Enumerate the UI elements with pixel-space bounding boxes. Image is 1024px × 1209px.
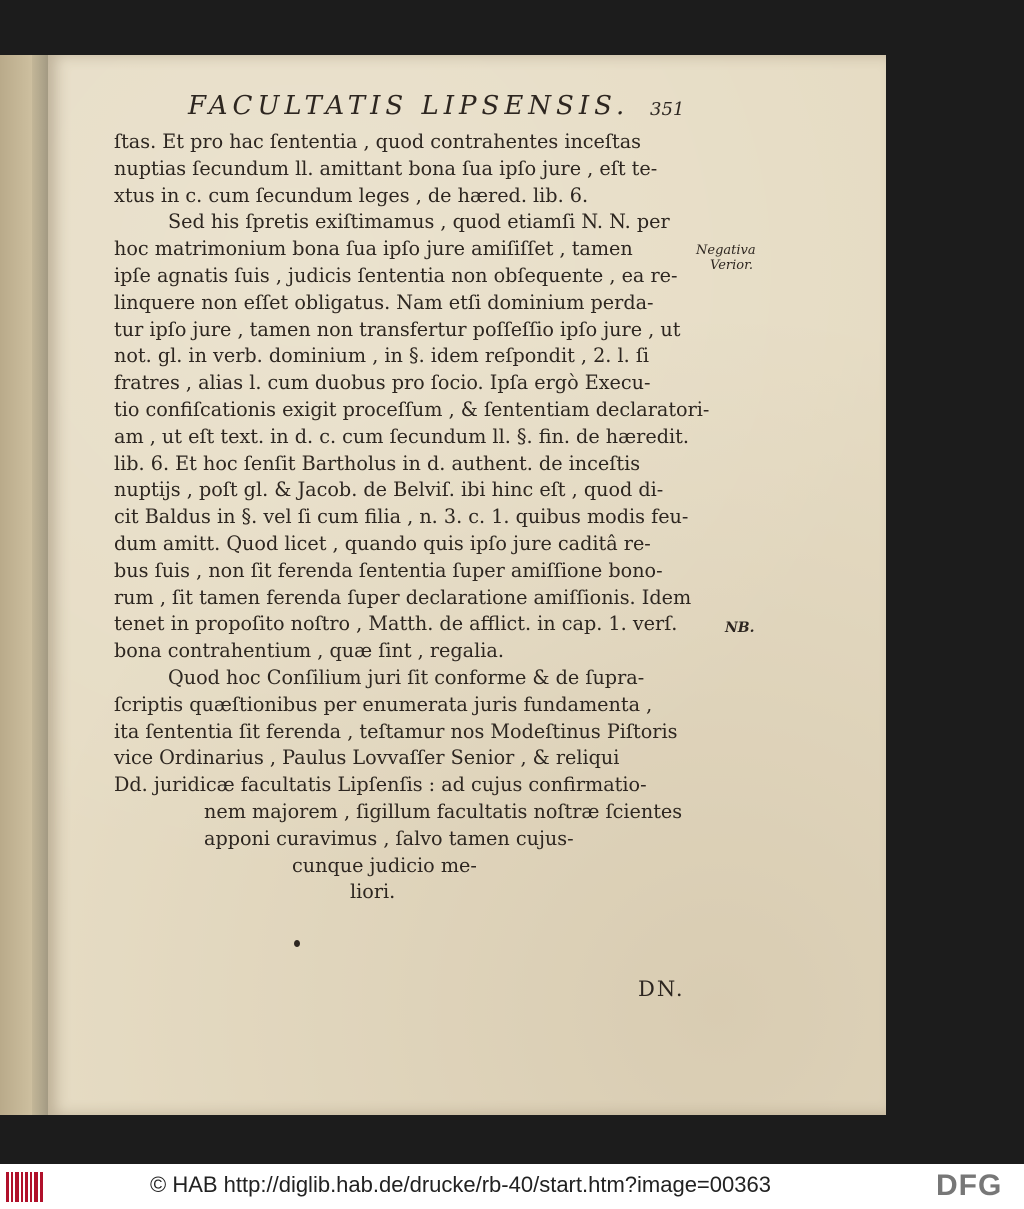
text-line: liori. bbox=[350, 880, 396, 904]
footer-bar bbox=[0, 1164, 1024, 1209]
page-number: 351 bbox=[650, 99, 685, 120]
text-line: Sed his ſpretis exiſtimamus , quod etiamſi N. N. per bbox=[168, 210, 670, 234]
dfg-logo: DFG bbox=[936, 1169, 1003, 1202]
text-line: ſcriptis quæſtionibus per enumerata juris fundamenta , bbox=[114, 692, 653, 716]
text-line: Dd. juridicæ facultatis Lipſenſis : ad cujus confirmatio- bbox=[114, 773, 647, 797]
text-line: nuptias ſecundum ll. amittant bona ſua ipſo jure , eſt te- bbox=[114, 156, 658, 180]
text-line: nuptijs , poſt gl. & Jacob. de Belviſ. ibi hinc eſt , quod di- bbox=[114, 478, 664, 502]
page-gutter-shadow bbox=[32, 55, 48, 1115]
text-line: linquere non eſſet obligatus. Nam etſi dominium perda- bbox=[114, 290, 654, 314]
text-line: tur ipſo jure , tamen non transfertur poſſeſſio ipſo jure , ut bbox=[114, 317, 681, 341]
text-line: xtus in c. cum ſecundum leges , de hæred. lib. 6. bbox=[114, 183, 589, 207]
text-line: nem majorem , ſigillum facultatis noſtræ ſcientes bbox=[204, 799, 683, 823]
text-line: bona contrahentium , quæ ſint , regalia. bbox=[114, 639, 504, 663]
text-line: Quod hoc Conſilium juri ſit conforme & de ſupra- bbox=[168, 665, 645, 689]
text-line: bus ſuis , non ſit ferenda ſententia ſuper amiſſione bono- bbox=[114, 558, 663, 582]
text-line: ipſe agnatis ſuis , judicis ſententia non obſequente , ea re- bbox=[114, 263, 678, 287]
text-line: cit Baldus in §. vel ſi cum filia , n. 3. c. 1. quibus modis feu- bbox=[114, 505, 689, 529]
text-line: tenet in propoſito noſtro , Matth. de afflict. in cap. 1. verſ. bbox=[114, 612, 678, 636]
text-line: ita ſententia ſit ferenda , teſtamur nos Modeſtinus Piſtoris bbox=[114, 719, 678, 743]
text-line: vice Ordinarius , Paulus Lovvaſſer Senior , & reliqui bbox=[114, 746, 620, 770]
text-line: apponi curavimus , ſalvo tamen cujus- bbox=[204, 826, 574, 850]
text-line: am , ut eſt text. in d. c. cum ſecundum ll. §. fin. de hæredit. bbox=[114, 424, 689, 448]
marginal-nb: NB. bbox=[725, 620, 755, 636]
text-line: lib. 6. Et hoc ſenſit Bartholus in d. authent. de inceſtis bbox=[114, 451, 641, 475]
text-line: hoc matrimonium bona ſua ipſo jure amiſiſſet , tamen bbox=[114, 237, 633, 261]
copyright-link[interactable]: © HAB http://diglib.hab.de/drucke/rb-40/start.htm?image=00363 bbox=[150, 1172, 771, 1197]
catchword: DN. bbox=[638, 977, 685, 1001]
text-line: cunque judicio me- bbox=[292, 853, 477, 877]
text-line: ſtas. Et pro hac ſententia , quod contrahentes inceſtas bbox=[114, 130, 642, 153]
text-line: not. gl. in verb. dominium , in §. idem reſpondit , 2. l. ſi bbox=[114, 344, 650, 368]
marginal-note bbox=[696, 243, 816, 273]
marginal-note-line: Negativa bbox=[696, 243, 756, 258]
text-line: rum , ſit tamen ferenda ſuper declaratione amiſſionis. Idem bbox=[114, 585, 692, 609]
ink-spot bbox=[294, 940, 300, 947]
text-line: fratres , alias l. cum duobus pro ſocio. Ipſa ergò Execu- bbox=[114, 371, 651, 395]
barcode-icon bbox=[6, 1172, 48, 1202]
book-page bbox=[48, 55, 886, 1115]
body-text bbox=[114, 129, 714, 906]
page-header bbox=[48, 91, 886, 131]
running-head: FACULTATIS LIPSENSIS. bbox=[188, 91, 630, 121]
marginal-note-line: Verior. bbox=[710, 258, 754, 273]
text-line: dum amitt. Quod licet , quando quis ipſo jure caditâ re- bbox=[114, 531, 651, 555]
text-line: tio confiſcationis exigit proceſſum , & ſententiam declaratori- bbox=[114, 397, 710, 421]
